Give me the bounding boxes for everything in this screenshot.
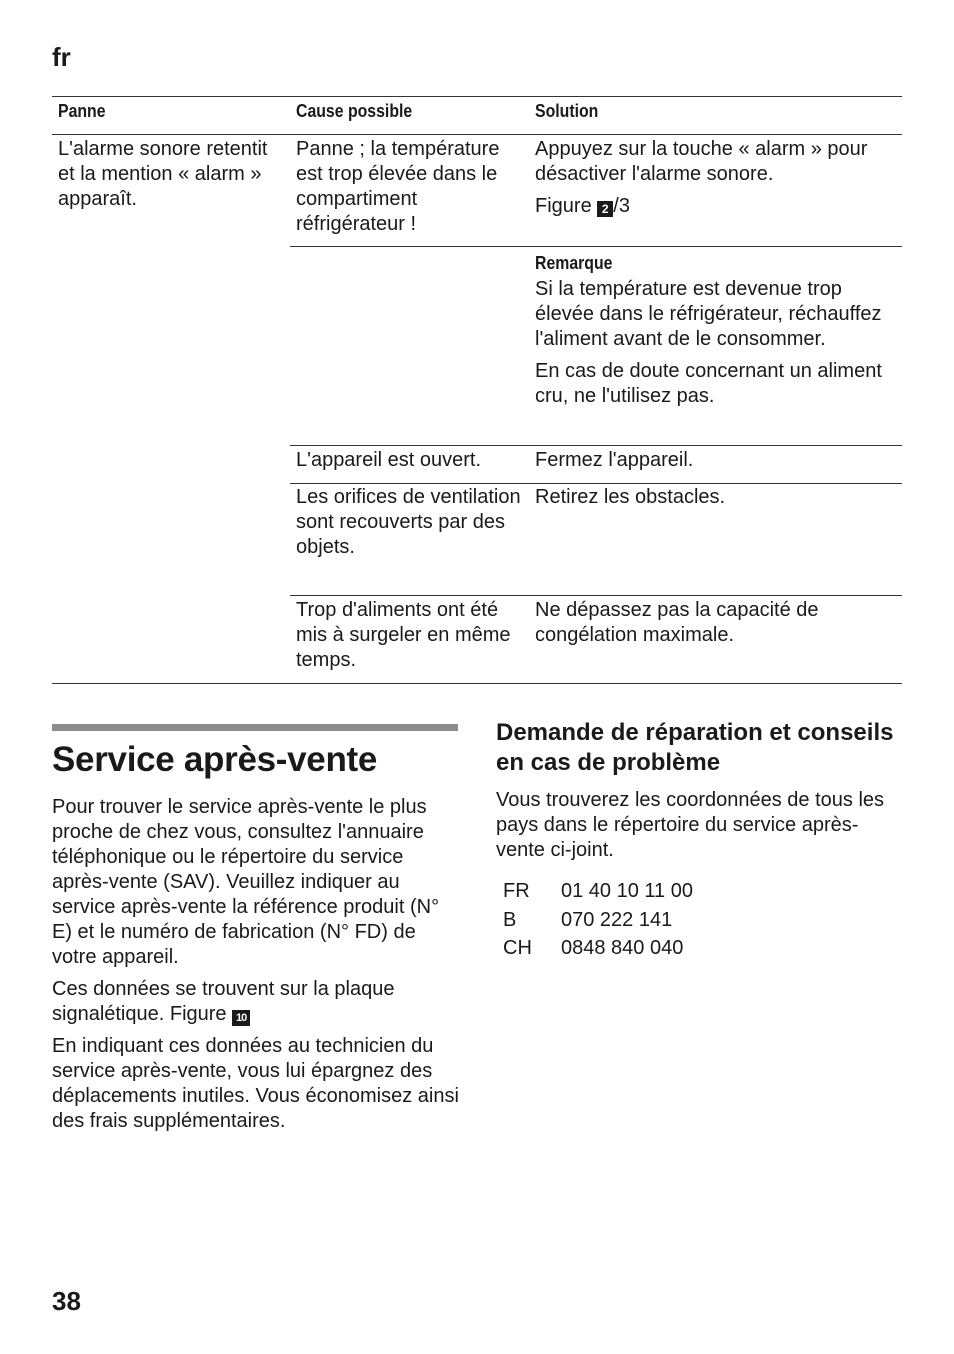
figure-suffix: /3 — [613, 195, 630, 217]
header-rule — [52, 134, 902, 135]
row-rule-4 — [290, 595, 902, 596]
row-rule-1 — [290, 246, 902, 247]
contact-country: FR — [503, 880, 530, 902]
solution-cell-1 — [535, 137, 895, 226]
contact-list — [503, 877, 906, 963]
cause-cell-3: Les orifices de ventilation sont recouverts par des objets. — [296, 486, 521, 558]
figure-ref-1 — [535, 194, 895, 219]
service-paragraph-1: Pour trouver le service après-vente le plus proche de chez vous, consultez l'annuaire téléphonique ou le répertoire du service après-vente (SAV). Veuillez indiquer au service après-vente la référence produit (N° E) et le numéro de fabrication (N° FD) de votre appareil. — [52, 796, 440, 968]
cause-cell-4: Trop d'aliments ont été mis à surgeler en même temps. — [296, 599, 511, 671]
cause-cell-1: Panne ; la température est trop élevée dans le compartiment réfrigérateur ! — [296, 138, 500, 235]
solution-text-1: Appuyez sur la touche « alarm » pour désactiver l'alarme sonore. — [535, 138, 868, 185]
figure-number-badge: 2 — [597, 201, 613, 217]
contact-row — [503, 877, 906, 906]
contact-country: B — [503, 908, 517, 931]
contact-phone: 01 40 10 11 00 — [561, 880, 693, 902]
header-panne: Panne — [58, 101, 106, 121]
language-label: fr — [52, 42, 71, 72]
solution-cell-4: Ne dépassez pas la capacité de congélation maximale. — [535, 599, 819, 646]
remark-paragraph-2: En cas de doute concernant un aliment cru, ne l'utilisez pas. — [535, 360, 882, 407]
solution-cell-3: Retirez les obstacles. — [535, 486, 726, 508]
section-rule-bar — [52, 724, 458, 731]
table-top-rule — [52, 96, 902, 97]
row-rule-3 — [290, 483, 902, 484]
service-paragraph-2 — [52, 977, 462, 1027]
row-rule-2 — [290, 445, 902, 446]
contact-row — [503, 934, 906, 963]
remark-cell — [535, 249, 895, 416]
contact-row — [503, 906, 906, 935]
remark-title: Remarque — [535, 253, 613, 273]
contact-phone: 0848 840 040 — [561, 937, 684, 959]
table-bottom-rule — [52, 683, 902, 684]
contact-phone: 070 222 141 — [561, 908, 673, 931]
repair-body: Vous trouverez les coordonnées de tous les pays dans le répertoire du service après-vente ci-joint. — [496, 789, 885, 861]
header-solution: Solution — [535, 101, 599, 121]
solution-cell-2: Fermez l'appareil. — [535, 449, 694, 471]
service-paragraph-3: En indiquant ces données au technicien du service après-vente, vous lui épargnez des déplacements inutiles. Vous économisez ainsi des frais supplémentaires. — [52, 1035, 459, 1132]
figure-label: Figure — [535, 195, 592, 217]
repair-section — [496, 718, 906, 963]
service-paragraph-2-text: Ces données se trouvent sur la plaque signalétique. Figure — [52, 978, 395, 1025]
header-cause: Cause possible — [296, 101, 413, 121]
panne-cell: L'alarme sonore retentit et la mention « alarm » apparaît. — [58, 138, 268, 210]
page-number: 38 — [52, 1286, 81, 1316]
contact-country: CH — [503, 937, 532, 959]
cause-cell-2: L'appareil est ouvert. — [296, 449, 482, 471]
service-text — [52, 795, 462, 1141]
remark-paragraph-1: Si la température est devenue trop élevée dans le réfrigérateur, réchauffez l'aliment avant de le consommer. — [535, 278, 882, 350]
figure-number-badge-10: 10 — [232, 1010, 250, 1026]
repair-title: Demande de réparation et conseils en cas de problème — [496, 719, 894, 776]
section-title: Service après-vente — [52, 740, 378, 779]
